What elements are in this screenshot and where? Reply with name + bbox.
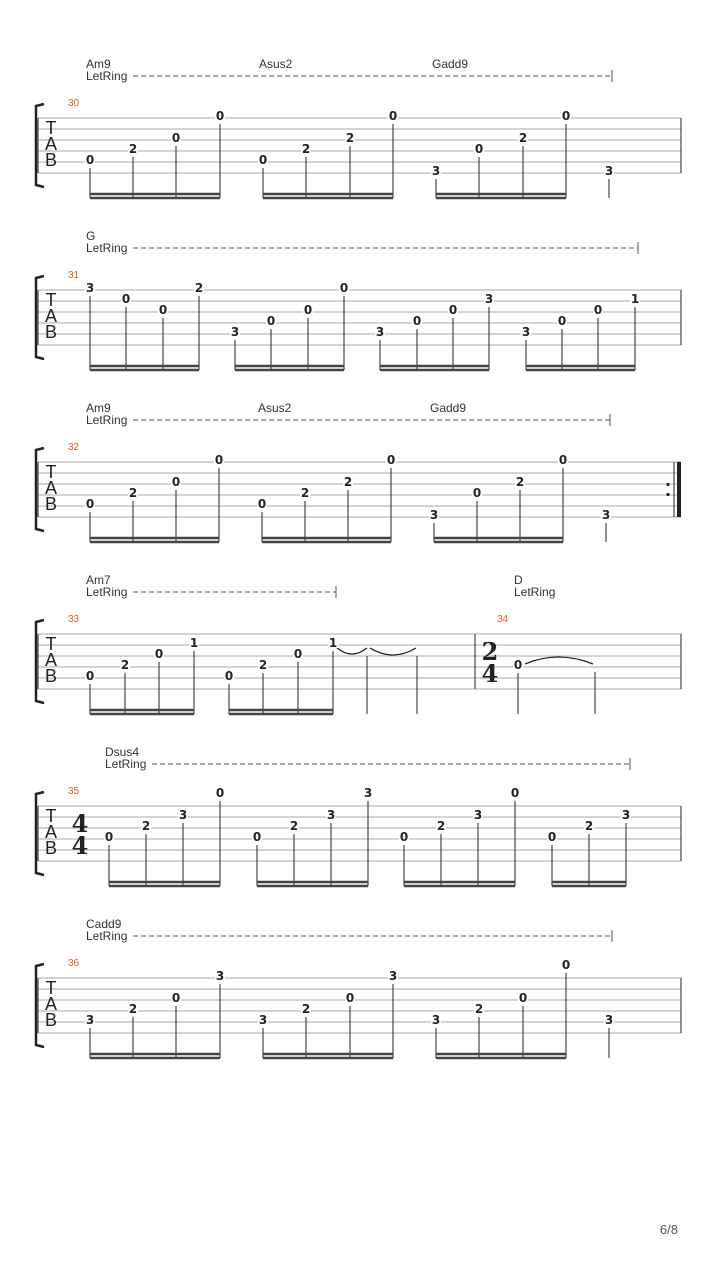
bar-number: 34 [497,614,509,625]
letring-label: LetRing [105,757,147,771]
bar-number: 31 [68,270,80,281]
fret-number: 0 [448,303,458,317]
bar-number: 30 [68,98,80,109]
tab-clef-letter: T [45,978,57,998]
tab-clef-letter: T [45,634,57,654]
fret-number: 0 [257,497,267,511]
fret-number: 3 [604,1013,614,1027]
tab-clef-letter: T [45,118,57,138]
letring-label: LetRing [86,69,128,83]
fret-number: 2 [289,819,299,833]
fret-number: 0 [252,830,262,844]
letring-label: LetRing [86,241,128,255]
fret-number: 0 [214,453,224,467]
tie-arc [370,648,416,655]
fret-number: 0 [339,281,349,295]
chord-name: Am9 [86,57,111,71]
fret-number: 0 [121,292,131,306]
repeat-dot [666,483,669,486]
chord-name: Cadd9 [86,917,122,931]
page-number: 6/8 [659,1222,678,1237]
fret-number: 3 [363,786,373,800]
chord-name: Gadd9 [430,401,467,415]
fret-number: 0 [85,153,95,167]
fret-number: 3 [473,808,483,822]
system-bracket [36,620,44,703]
system-bracket [36,276,44,359]
fret-number: 0 [474,142,484,156]
tie-arc [525,657,593,664]
fret-number: 2 [120,658,130,672]
fret-number: 0 [85,669,95,683]
fret-number: 0 [399,830,409,844]
tab-clef-letter: A [44,650,58,670]
tab-clef-letter: A [44,306,58,326]
fret-number: 0 [158,303,168,317]
chord-name: G [86,229,96,243]
fret-number: 0 [171,131,181,145]
fret-number: 0 [412,314,422,328]
fret-number: 2 [436,819,446,833]
chord-name: Dsus4 [105,745,140,759]
fret-number: 0 [154,647,164,661]
bar-number: 36 [68,958,80,969]
fret-number: 2 [300,486,310,500]
fret-number: 1 [328,636,338,650]
fret-number: 0 [510,786,520,800]
repeat-dot [666,493,669,496]
fret-number: 1 [189,636,199,650]
fret-number: 3 [85,1013,95,1027]
fret-number: 3 [178,808,188,822]
bar-number: 33 [68,614,80,625]
fret-number: 2 [128,142,138,156]
fret-number: 0 [345,991,355,1005]
fret-number: 2 [128,1002,138,1016]
chord-name: D [514,573,523,587]
fret-number: 2 [141,819,151,833]
fret-number: 0 [518,991,528,1005]
fret-number: 0 [547,830,557,844]
fret-number: 3 [521,325,531,339]
fret-number: 3 [484,292,494,306]
fret-number: 3 [215,969,225,983]
tie-arc [337,648,367,654]
fret-number: 3 [431,1013,441,1027]
fret-number: 3 [429,508,439,522]
tab-clef-letter: B [44,838,58,858]
fret-number: 2 [584,819,594,833]
system-bracket [36,448,44,531]
chord-name: Am9 [86,401,111,415]
letring-label: LetRing [86,413,128,427]
fret-number: 0 [171,475,181,489]
fret-number: 0 [293,647,303,661]
letring-label: LetRing [514,585,556,599]
fret-number: 3 [375,325,385,339]
fret-number: 3 [230,325,240,339]
fret-number: 3 [431,164,441,178]
tab-clef-letter: B [44,322,58,342]
fret-number: 0 [104,830,114,844]
fret-number: 0 [258,153,268,167]
fret-number: 3 [326,808,336,822]
time-signature-bottom: 4 [71,831,89,860]
chord-name: Am7 [86,573,111,587]
fret-number: 1 [630,292,640,306]
tab-clef-letter: B [44,150,58,170]
fret-number: 3 [604,164,614,178]
tab-clef-letter: B [44,1010,58,1030]
fret-number: 0 [215,786,225,800]
time-signature-top: 2 [481,637,499,666]
time-signature-top: 4 [71,809,89,838]
fret-number: 2 [518,131,528,145]
fret-number: 0 [266,314,276,328]
chord-name: Asus2 [259,57,293,71]
chord-name: Asus2 [258,401,292,415]
system-bracket [36,964,44,1047]
bar-number: 35 [68,786,80,797]
fret-number: 0 [557,314,567,328]
fret-number: 2 [343,475,353,489]
fret-number: 0 [85,497,95,511]
fret-number: 2 [258,658,268,672]
fret-number: 3 [601,508,611,522]
tab-clef-letter: A [44,478,58,498]
fret-number: 0 [561,109,571,123]
fret-number: 0 [215,109,225,123]
fret-number: 0 [593,303,603,317]
fret-number: 2 [301,142,311,156]
tab-clef-letter: T [45,806,57,826]
fret-number: 2 [345,131,355,145]
fret-number: 0 [472,486,482,500]
system-bracket [36,104,44,187]
bar-number: 32 [68,442,80,453]
letring-label: LetRing [86,929,128,943]
tab-clef-letter: B [44,666,58,686]
fret-number: 0 [386,453,396,467]
fret-number: 3 [621,808,631,822]
fret-number: 0 [303,303,313,317]
fret-number: 3 [258,1013,268,1027]
letring-label: LetRing [86,585,128,599]
tab-clef-letter: T [45,462,57,482]
fret-number: 0 [388,109,398,123]
tab-clef-letter: B [44,494,58,514]
fret-number: 3 [85,281,95,295]
fret-number: 2 [301,1002,311,1016]
fret-number: 3 [388,969,398,983]
fret-number: 2 [194,281,204,295]
fret-number: 2 [515,475,525,489]
fret-number: 0 [171,991,181,1005]
system-bracket [36,792,44,875]
fret-number: 0 [558,453,568,467]
time-signature-bottom: 4 [481,659,499,688]
fret-number: 0 [224,669,234,683]
fret-number: 0 [513,658,523,672]
fret-number: 2 [474,1002,484,1016]
tab-clef-letter: A [44,994,58,1014]
fret-number: 2 [128,486,138,500]
tab-clef-letter: A [44,134,58,154]
fret-number: 0 [561,958,571,972]
tab-clef-letter: A [44,822,58,842]
tab-clef-letter: T [45,290,57,310]
chord-name: Gadd9 [432,57,469,71]
